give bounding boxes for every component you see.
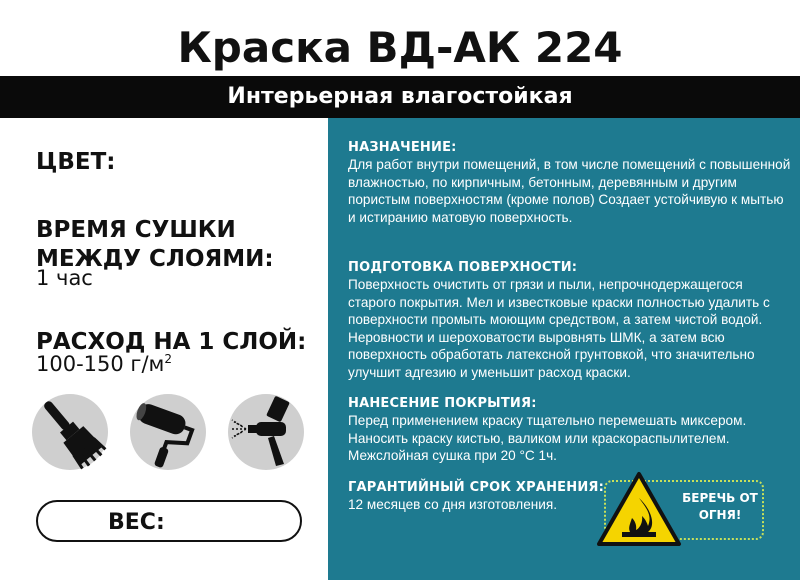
drying-heading: ВРЕМЯ СУШКИ МЕЖДУ СЛОЯМИ: [36,217,274,272]
paint-brush-icon [30,392,110,472]
storage-heading: ГАРАНТИЙНЫЙ СРОК ХРАНЕНИЯ: [348,480,605,495]
purpose-heading: НАЗНАЧЕНИЕ: [348,140,457,155]
drying-value: 1 час [36,266,93,290]
weight-label: ВЕС: [108,510,165,535]
consumption-heading: РАСХОД НА 1 СЛОЙ: [36,329,307,355]
color-heading: ЦВЕТ: [36,149,116,175]
application-icons [30,392,310,482]
preparation-text: Поверхность очистить от грязи и пыли, непрочнодержащегося старого покрытия. Мел и известковые краски полностью удалить с поверхности промыть моющим средством, а затем чистой водой. Неровности и шероховатости выровнять ШМК, а затем всю поверхность обработать латексной грунтовкой, что значительно улучшит адгезию и уменьшит расход краски. [348,277,770,380]
storage-text: 12 месяцев со дня изготовления. [348,497,558,512]
page-title: Краска ВД-АК 224 [177,23,623,72]
flammable-warning-icon [596,470,682,548]
right-panel [328,118,800,580]
application-heading: НАНЕСЕНИЕ ПОКРЫТИЯ: [348,396,537,411]
purpose-text: Для работ внутри помещений, в том числе помещений с повышенной влажностью, по кирпичным, бетонным, деревянным и другим пористым поверхностям (кроме полов) Создает устойчивую к мытью и истиранию матовую поверхность. [348,157,791,225]
preparation-heading: ПОДГОТОВКА ПОВЕРХНОСТИ: [348,260,578,275]
weight-field [36,500,302,542]
application-text: Перед применением краску тщательно перемешать миксером. Наносить краску кистью, валиком или краскораспылителем. Межслойная сушка при 20 °С 1ч. [348,413,747,464]
consumption-value: 100-150 $г/м^2$ [36,352,173,376]
subtitle-banner: Интерьерная влагостойкая [0,76,800,118]
fire-warning-text: БЕРЕЧЬ ОТ ОГНЯ! [682,491,758,522]
spray-gun-icon [226,392,306,472]
paint-roller-icon [128,392,208,472]
